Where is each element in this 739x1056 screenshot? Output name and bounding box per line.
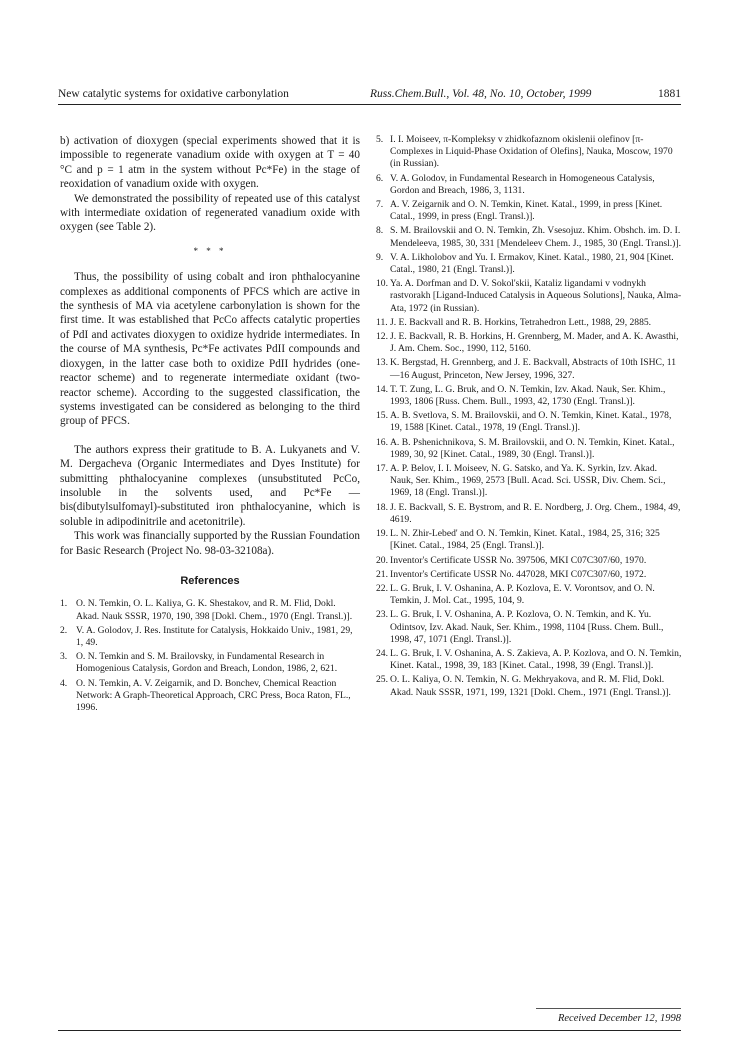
reference-number: 17. [376, 463, 388, 475]
reference-number: 20. [376, 554, 388, 566]
reference-item [376, 134, 682, 171]
reference-text: Inventor's Certificate USSR No. 397506, MKI C07C307/60, 1970. [390, 554, 647, 566]
journal-citation: Russ.Chem.Bull., Vol. 48, No. 10, October, 1999 [370, 88, 592, 100]
reference-number: 8. [376, 225, 384, 237]
body-paragraph: Thus, the possibility of using cobalt and iron phthalocyanine complexes as additional components of PFCS which are active in the synthesis of MA via acetylene carbonylation is shown for the first time. It was established that PcCo affects catalytic properties of PdI and activates dioxygen to oxidize hydride intermediates. In the course of MA synthesis, Pc*Fe activates PdII compounds and dioxygen, in the latter case both to oxidize PdII hydrides (one-reactor scheme) and to regenerate intermediate oxidant (two-reactor scheme). According to the suggested classification, the systems investigated can be considered as belonging to the third group of PFCS. [60, 271, 360, 428]
reference-item [376, 252, 682, 276]
reference-item [376, 317, 682, 329]
reference-number: 25. [376, 674, 388, 686]
reference-item [376, 199, 682, 223]
reference-text: J. E. Backvall, R. B. Horkins, H. Grennberg, M. Mader, and A. K. Awasthi, J. Am. Chem. Soc., 1990, 112, 5160. [390, 331, 679, 355]
reference-text: V. A. Golodov, in Fundamental Research in Homogeneous Catalysis, Gordon and Breach, 1986, 3, 1131. [390, 172, 655, 196]
references-list-left [60, 598, 360, 714]
reference-text: L. G. Bruk, I. V. Oshanina, A. P. Kozlova, O. N. Temkin, and K. Yu. Odintsov, Izv. Akad. Nauk, Ser. Khim., 1998, 1104 [Russ. Chem. Bull., 1998, 47, 1071 (Engl. Transl.)]. [390, 609, 664, 645]
page-number: 1881 [658, 88, 681, 100]
acknowledgment-paragraph: The authors express their gratitude to B. A. Lukyanets and V. M. Dergacheva (Organic Intermediates and Dyes Institute) for submitting phthalocyanine complexes (unsubstituted PcCo, insoluble in the solvents used, and Pc*Fe — bis(dibutylsulfomayl)-substituted iron phthalocyanine, which is soluble in adipodinitrile and acetonitrile). [60, 443, 360, 528]
reference-number: 7. [376, 199, 384, 211]
reference-text: Ya. A. Dorfman and D. V. Sokol'skii, Kataliz ligandami v vodnykh rastvorakh [Ligand-Induced Catalysis in Aqueous Solutions], Nauka, Alma-Ata, 1972 (in Russian). [390, 278, 682, 314]
reference-number: 9. [376, 251, 384, 263]
reference-number: 13. [376, 357, 388, 369]
reference-text: I. I. Moiseev, π-Kompleksy v zhidkofaznom okislenii olefinov [π-Complexes in Liquid-Phase Oxidation of Olefins], Nauka, Moscow, 1970 (in Russian). [390, 134, 673, 170]
reference-text: Inventor's Certificate USSR No. 447028, MKI C07C307/60, 1972. [390, 568, 647, 580]
reference-item [376, 502, 682, 526]
reference-text: J. E. Backvall, S. E. Bystrom, and R. E. Nordberg, J. Org. Chem., 1984, 49, 4619. [390, 501, 681, 525]
reference-item [376, 437, 682, 461]
footer-rule [58, 1030, 681, 1031]
reference-text: O. L. Kaliya, O. N. Temkin, N. G. Mekhryakova, and R. M. Flid, Dokl. Akad. Nauk SSSR, 1971, 199, 1321 [Dokl. Chem., 1971 (Engl. Transl.)]. [390, 674, 671, 698]
reference-text: K. Bergstad, H. Grennberg, and J. E. Backvall, Abstracts of 10th ISHC, 11—16 August, Princeton, New Jersey, 1996, 327. [390, 357, 676, 381]
reference-item [376, 331, 682, 355]
reference-text: L. G. Bruk, I. V. Oshanina, A. S. Zakieva, A. P. Kozlova, and O. N. Temkin, Kinet. Katal., 1998, 39, 183 [Kinet. Catal., 1998, 39 (Engl. Transl.)]. [390, 647, 682, 672]
right-column [376, 134, 682, 701]
reference-item [376, 528, 682, 552]
reference-text: L. G. Bruk, I. V. Oshanina, A. P. Kozlova, E. V. Vorontsov, and O. N. Temkin, J. Mol. Cat., 1995, 104, 9. [390, 582, 655, 607]
received-rule [536, 1008, 681, 1009]
reference-item [376, 674, 682, 698]
reference-text: A. P. Belov, I. I. Moiseev, N. G. Satsko, and Ya. K. Syrkin, Izv. Akad. Nauk, Ser. Khim., 1969, 2573 [Bull. Acad. Sci. USSR, Div. Chem. Sci., 1969, 18 (Engl. Transl.)]. [390, 463, 666, 499]
reference-number: 10. [376, 278, 388, 290]
reference-text: S. M. Brailovskii and O. N. Temkin, Zh. Vsesojuz. Khim. Obshch. im. D. I. Mendeleeva, 1985, 30, 331 [Mendeleev Chem. J., 1985, 30 (Engl. Transl.)]. [390, 225, 681, 249]
reference-item [376, 648, 682, 672]
reference-text: V. A. Golodov, J. Res. Institute for Catalysis, Hokkaido Univ., 1981, 29, 1, 49. [76, 624, 353, 648]
reference-number: 1. [60, 598, 68, 610]
running-title: New catalytic systems for oxidative carbonylation [58, 88, 289, 100]
reference-number: 12. [376, 331, 388, 343]
reference-item [376, 278, 682, 315]
reference-item [376, 384, 682, 408]
funding-paragraph: This work was financially supported by the Russian Foundation for Basic Research (Project No. 98-03-32108a). [60, 530, 360, 557]
reference-text: T. T. Zung, L. G. Bruk, and O. N. Temkin, Izv. Akad. Nauk, Ser. Khim., 1993, 1806 [Russ. Chem. Bull., 1993, 42, 1730 (Engl. Transl.)]. [390, 383, 666, 408]
reference-number: 3. [60, 651, 68, 663]
references-heading: References [180, 574, 240, 587]
reference-number: 24. [376, 647, 388, 659]
reference-text: O. N. Temkin and S. M. Brailovsky, in Fundamental Research in Homogenious Catalysis, Gordon and Breach, London, 1986, 2, 621. [76, 651, 338, 675]
reference-item [376, 410, 682, 434]
reference-number: 14. [376, 383, 388, 395]
reference-item [60, 598, 360, 622]
header-rule [58, 104, 681, 105]
reference-number: 4. [60, 677, 68, 689]
references-list-right [376, 134, 682, 699]
reference-item [376, 463, 682, 500]
reference-item [376, 555, 682, 567]
reference-number: 19. [376, 528, 388, 540]
reference-item [376, 583, 682, 607]
reference-number: 6. [376, 172, 384, 184]
reference-number: 18. [376, 501, 388, 513]
body-paragraph: b) activation of dioxygen (special experiments showed that it is impossible to regenerate vanadium oxide with oxygen at T = 40 °C and p = 1 atm in the system without Pc*Fe) in the stage of reoxidation of vanadium oxide with oxygen. [60, 135, 360, 191]
reference-item [376, 569, 682, 581]
reference-item [60, 678, 360, 715]
reference-item [376, 609, 682, 646]
reference-number: 11. [376, 316, 388, 328]
reference-text: A. V. Zeigarnik and O. N. Temkin, Kinet. Katal., 1999, in press [Kinet. Catal., 1999, in press (Engl. Transl.)]. [390, 199, 663, 223]
reference-text: V. A. Likholobov and Yu. I. Ermakov, Kinet. Katal., 1980, 21, 904 [Kinet. Catal., 1980, 21 (Engl. Transl.)]. [390, 251, 674, 276]
reference-number: 16. [376, 436, 388, 448]
reference-item [60, 625, 360, 649]
reference-item [376, 225, 682, 249]
section-separator: * * * [193, 245, 227, 256]
body-paragraph: We demonstrated the possibility of repeated use of this catalyst with intermediate oxidation of regenerated vanadium oxide with oxygen (see Table 2). [60, 192, 360, 234]
reference-number: 22. [376, 582, 388, 594]
reference-number: 5. [376, 134, 384, 145]
received-date: Received December 12, 1998 [557, 1013, 681, 1024]
reference-text: L. N. Zhir-Lebed' and O. N. Temkin, Kinet. Katal., 1984, 25, 316; 325 [Kinet. Catal., 1984, 25 (Engl. Transl.)]. [390, 528, 660, 552]
reference-text: A. B. Pshenichnikova, S. M. Brailovskii, and O. N. Temkin, Kinet. Katal., 1989, 30, 92 [Kinet. Catal., 1989, 30 (Engl. Transl.)]. [390, 436, 675, 460]
running-header [58, 88, 681, 104]
reference-text: J. E. Backvall and R. B. Horkins, Tetrahedron Lett., 1988, 29, 2885. [390, 316, 652, 328]
reference-number: 15. [376, 410, 388, 422]
reference-number: 2. [60, 624, 68, 636]
reference-item [376, 173, 682, 197]
reference-item [60, 651, 360, 675]
reference-number: 23. [376, 609, 388, 621]
reference-text: O. N. Temkin, O. L. Kaliya, G. K. Shestakov, and R. M. Flid, Dokl. Akad. Nauk SSSR, 1970, 190, 398 [Dokl. Chem., 1970 (Engl. Transl.)]. [76, 598, 353, 622]
left-column [60, 134, 360, 716]
reference-number: 21. [376, 568, 388, 580]
reference-text: O. N. Temkin, A. V. Zeigarnik, and D. Bonchev, Chemical Reaction Network: A Graph-Theoretical Approach, CRC Press, Boca Raton, FL., 1996. [76, 677, 351, 713]
reference-text: A. B. Svetlova, S. M. Brailovskii, and O. N. Temkin, Kinet. Katal., 1978, 19, 1588 [Kinet. Catal., 1978, 19 (Engl. Transl.)]. [390, 410, 672, 434]
reference-item [376, 357, 682, 381]
